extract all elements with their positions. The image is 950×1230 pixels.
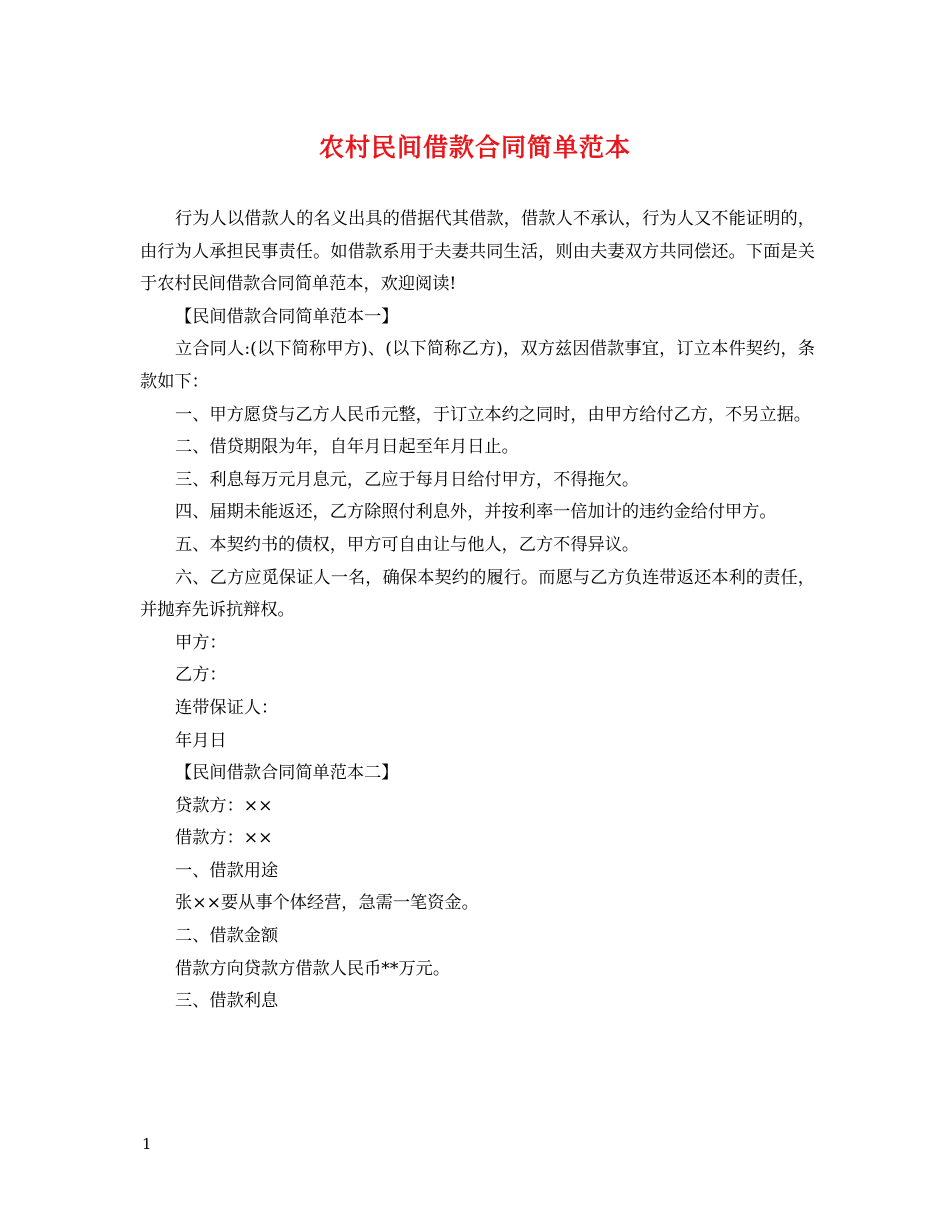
borrower-line: 借款方：××: [175, 828, 273, 849]
heading-loan-amount: 二、借款金额: [175, 926, 279, 947]
heading-loan-interest: 三、借款利息: [175, 991, 279, 1012]
heading-loan-purpose: 一、借款用途: [175, 860, 279, 881]
paragraph-intro: 行为人以借款人的名义出具的借据代其借款，借款人不承认，行为人又不能证明的，由行为人承担民事责任。如借款系用于夫妻共同生活，则由夫妻双方共同偿还。下面是关于农村民间借款合同简单范本，欢迎阅读!: [140, 209, 815, 295]
clause-1: 一、甲方愿贷与乙方人民币元整，于订立本约之同时，由甲方给付乙方，不另立据。: [175, 404, 811, 425]
clause-5: 五、本契约书的债权，甲方可自由让与他人，乙方不得异议。: [175, 534, 640, 555]
signature-guarantor: 连带保证人：: [175, 697, 279, 718]
document-title: 农村民间借款合同简单范本: [318, 133, 631, 162]
clause-3: 三、利息每万元月息元，乙应于每月日给付甲方，不得拖欠。: [175, 469, 640, 490]
clause-4: 四、届期未能返还，乙方除照付利息外，并按利率一倍加计的违约金给付甲方。: [175, 502, 777, 523]
lender-line: 贷款方：××: [175, 795, 273, 816]
section-heading-sample-one: 【民间借款合同简单范本一】: [175, 306, 399, 327]
section-heading-sample-two: 【民间借款合同简单范本二】: [175, 763, 399, 784]
signature-date: 年月日: [175, 730, 227, 751]
signature-party-a: 甲方：: [175, 632, 227, 653]
clause-6: 六、乙方应觅保证人一名，确保本契约的履行。而愿与乙方负连带返还本利的责任，并抛弃先诉抗辩权。: [140, 567, 815, 621]
document-body: [140, 203, 815, 1018]
clause-2: 二、借贷期限为年，自年月日起至年月日止。: [175, 437, 519, 458]
paragraph-loan-amount: 借款方向贷款方借款人民币**万元。: [175, 958, 451, 979]
paragraph-loan-purpose: 张××要从事个体经营，急需一笔资金。: [175, 893, 479, 914]
signature-party-b: 乙方：: [175, 665, 227, 686]
paragraph-parties: 立合同人:(以下简称甲方)、(以下简称乙方)，双方兹因借款事宜，订立本件契约，条款如下：: [140, 339, 815, 392]
page-number: 1: [142, 1135, 152, 1153]
